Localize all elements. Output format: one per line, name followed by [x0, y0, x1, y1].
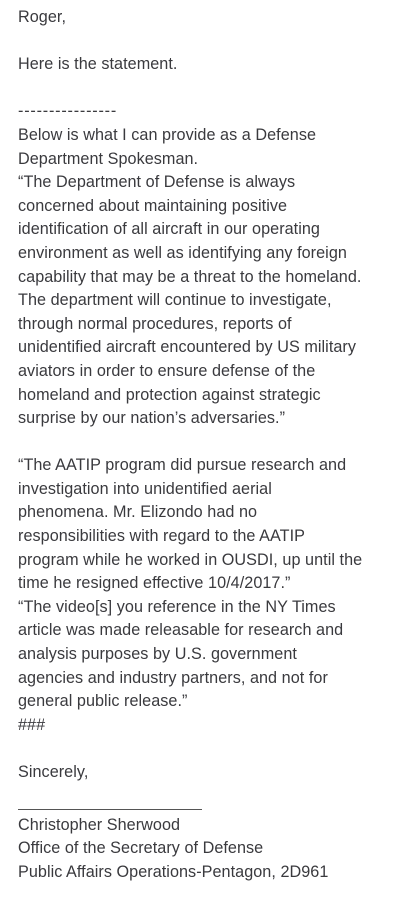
- aatip-line: general public release.”: [18, 692, 188, 711]
- aatip-line: responsibilities with regard to the AATIP: [18, 527, 305, 546]
- aatip-line: program while he worked in OUSDI, up until the: [18, 550, 363, 569]
- statement-line: environment as well as identifying any foreign: [18, 243, 347, 262]
- statement-line: surprise by our nation’s adversaries.”: [18, 409, 286, 428]
- end-marker: ###: [18, 715, 46, 734]
- intro-text: Here is the statement.: [18, 55, 178, 74]
- statement-line: “The Department of Defense is always: [18, 173, 296, 192]
- aatip-line: article was made releasable for research and: [18, 621, 344, 640]
- aatip-paragraph: [18, 454, 406, 737]
- statement-line: Below is what I can provide as a Defense: [18, 125, 317, 144]
- signature-name: Christopher Sherwood: [18, 815, 181, 834]
- aatip-line: investigation into unidentified aerial: [18, 479, 272, 498]
- greeting: Roger,: [18, 8, 66, 26]
- aatip-line: analysis purposes by U.S. government: [18, 645, 297, 664]
- spacer: [18, 30, 406, 54]
- spacer: [18, 737, 406, 761]
- statement-line: unidentified aircraft encountered by US military: [18, 338, 357, 357]
- aatip-line: “The video[s] you reference in the NY Times: [18, 597, 336, 616]
- statement-line: homeland and protection against strategic: [18, 385, 321, 404]
- statement-line: concerned about maintaining positive: [18, 196, 288, 215]
- separator-dashes: ----------------: [18, 102, 118, 121]
- signature-block: [18, 814, 406, 885]
- signature-rule: [18, 809, 202, 810]
- signature-department: Public Affairs Operations-Pentagon, 2D961: [18, 862, 329, 881]
- spacer: [18, 77, 406, 101]
- statement-line: Department Spokesman.: [18, 149, 199, 168]
- statement-line: through normal procedures, reports of: [18, 314, 292, 333]
- spacer: [18, 431, 406, 455]
- aatip-line: agencies and industry partners, and not for: [18, 668, 328, 687]
- statement-line: The department will continue to investigate,: [18, 291, 332, 310]
- aatip-line: time he resigned effective 10/4/2017.”: [18, 574, 291, 593]
- aatip-line: “The AATIP program did pursue research and: [18, 456, 347, 475]
- closing: Sincerely,: [18, 763, 89, 781]
- statement-paragraph: [18, 124, 406, 431]
- statement-line: aviators in order to ensure defense of the: [18, 361, 316, 380]
- statement-line: identification of all aircraft in our operating: [18, 220, 320, 239]
- statement-line: capability that may be a threat to the homeland.: [18, 267, 362, 286]
- aatip-line: phenomena. Mr. Elizondo had no: [18, 503, 258, 522]
- signature-office: Office of the Secretary of Defense: [18, 839, 264, 858]
